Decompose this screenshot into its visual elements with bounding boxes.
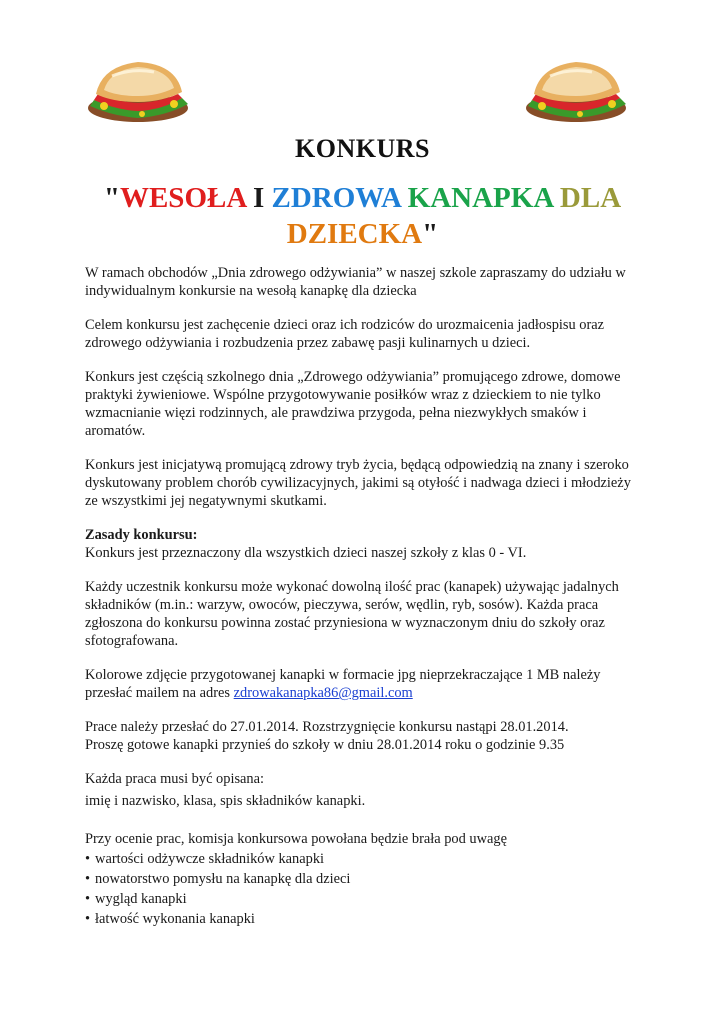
criteria-list (85, 850, 645, 928)
rules-audience: Konkurs jest przeznaczony dla wszystkich dzieci naszej szkoły z klas 0 - VI. (85, 545, 527, 561)
part-of-day-paragraph: Konkurs jest częścią szkolnego dnia „Zdrowego odżywiania” promującego zdrowe, domowe praktyki żywieniowe. Wspólne przygotowywanie posiłków wraz z dzieckiem to nie tylko wzmacnianie więzi rodzinnych, ale prawdziwa przygoda, pełna niezwykłych smaków i aromatów. (85, 369, 621, 439)
rules-heading: Zasady konkursu: (85, 527, 198, 543)
document-body (85, 264, 645, 930)
subtitle-word-wesola: WESOŁA (119, 182, 246, 214)
description-line-2: imię i nazwisko, klasa, spis składników kanapki. (85, 793, 366, 809)
deadline-paragraph (85, 718, 645, 754)
subtitle-word-zdrowa: ZDROWA (271, 182, 401, 214)
goal-paragraph: Celem konkursu jest zachęcenie dzieci oraz ich rodziców do urozmaicenia jadłospisu oraz zdrowego odżywiania i rozbudzenia przez zabawę pasji kulinarnych u dzieci. (85, 317, 605, 351)
intro-paragraph: W ramach obchodów „Dnia zdrowego odżywiania” w naszej szkole zapraszamy do udziału w indywidualnym konkursie na wesołą kanapkę dla dziecka (85, 265, 626, 299)
rules-entries: Każdy uczestnik konkursu może wykonać dowolną ilość prac (kanapek) używając jadalnych składników (m.in.: warzyw, owoców, pieczywa, serów, wędlin, ryb, sosów). Każda praca zgłoszona do konkursu powinna zostać przyniesiona w wyznaczonym dniu do szkoły oraz sfotografowana. (85, 579, 619, 649)
list-item: • łatwość wykonania kanapki (85, 910, 645, 928)
email-link[interactable]: zdrowakanapka86@gmail.com (233, 685, 413, 701)
photo-text: Kolorowe zdjęcie przygotowanej kanapki w formacie jpg nieprzekraczające 1 MB należy przesłać mailem na adres (85, 667, 601, 701)
description-paragraph (85, 770, 645, 810)
deadline-line-2: Proszę gotowe kanapki przynieś do szkoły w dniu 28.01.2014 roku o godzinie 9.35 (85, 737, 565, 753)
description-line-1: Każda praca musi być opisana: (85, 771, 265, 787)
subtitle-word-dziecka: DZIECKA (286, 218, 423, 250)
subtitle-word-dla: DLA (559, 182, 622, 214)
list-item: • wygląd kanapki (85, 890, 645, 908)
list-item: • wartości odżywcze składników kanapki (85, 850, 645, 868)
list-item: • nowatorstwo pomysłu na kanapkę dla dzieci (85, 870, 645, 888)
subtitle-word-i: I (252, 182, 265, 214)
quote-close: " (422, 218, 439, 250)
sandwich-icon (82, 56, 194, 130)
sandwich-icon (520, 56, 632, 130)
deadline-line-1: Prace należy przesłać do 27.01.2014. Rozstrzygnięcie konkursu nastąpi 28.01.2014. (85, 719, 569, 735)
photo-paragraph (85, 666, 645, 702)
initiative-paragraph: Konkurs jest inicjatywą promującą zdrowy tryb życia, będącą odpowiedzią na znany i szeroko dyskutowany problem chorób cywilizacyjnych, jakimi są otyłość i nadwaga dzieci i młodzieży ze wszystkimi jej negatywnymi skutkami. (85, 457, 631, 509)
page-title: KONKURS (295, 134, 430, 163)
page-subtitle (90, 180, 635, 252)
subtitle-word-kanapka: KANAPKA (407, 182, 553, 214)
quote-open: " (103, 182, 120, 214)
criteria-intro: Przy ocenie prac, komisja konkursowa powołana będzie brała pod uwagę (85, 831, 507, 847)
